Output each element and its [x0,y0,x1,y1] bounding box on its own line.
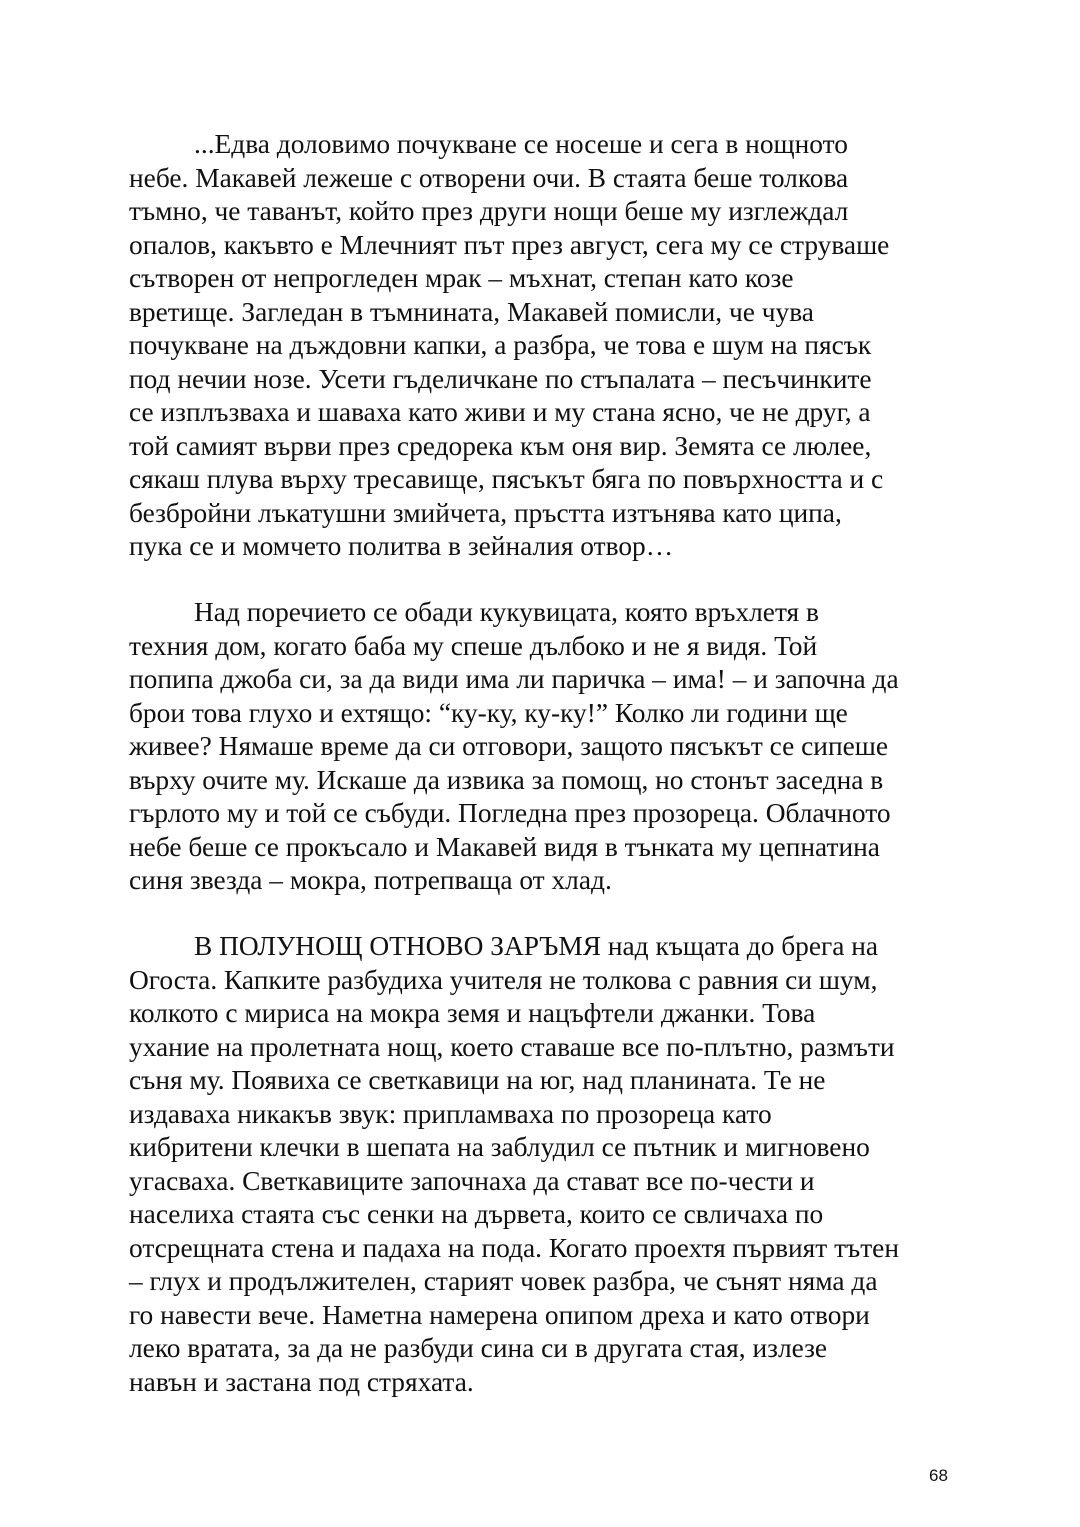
text-line: населиха стаята със сенки на дървета, които се свличаха по [129,1199,824,1229]
text-line: отсрещната стена и падаха на пода. Когато проехтя първият тътен [129,1232,899,1263]
text-line: сътворен от непрогледен мрак – мъхнат, степан като козе [129,263,794,293]
text-line: сякаш плува върху тресавище, пясъкът бяга по повърхността и с [129,464,884,494]
text-line: леко вратата, за да не разбуди сина си в другата стая, излезе [129,1333,828,1363]
text-line: под нечии нозе. Усети гъделичкане по стъпалата – песъчинките [129,363,872,394]
text-line: върху очите му. Искаше да извика за помощ, но стонът заседна в [129,764,884,795]
text-line: Над поречието се обади кукувицата, която връхлетя в [194,597,819,627]
text-line: попипа джоба си, за да види има ли паричка – има! – и започна да [129,664,899,694]
text-line: почукване на дъждовни капки, а разбра, че това е шум на пясък [129,330,872,360]
text-line: Огоста. Капките разбудиха учителя не толкова с равния си шум, [129,964,878,995]
text-line: гърлото му и той се събуди. Погледна през прозореца. Облачното [129,798,891,828]
text-line: той самият върви през средорека към оня вир. Земята се люлее, [129,430,872,461]
text-line: вретище. Загледан в тъмнината, Макавей помисли, че чува [129,296,814,327]
text-line: небе беше се прокъсало и Макавей видя в тънката му цепнатина [129,831,880,862]
text-line: кибритени клечки в шепата на заблудил се пътник и мигновено [129,1132,870,1162]
text-line: брои това глухо и ехтящо: “ку-ку, ку-ку!” Колко ли години ще [129,697,848,728]
text-line: техния дом, когато баба му спеше дълбоко и не я видя. Той [129,630,818,661]
page-number: 68 [929,1466,948,1485]
text-line: колкото с мириса на мокра земя и нацъфтели джанки. Това [129,998,816,1028]
text-line: живее? Нямаше време да си отговори, защото пясъкът се сипеше [129,731,889,761]
text-line: пука се и момчето политва в зейналия отвор… [129,531,674,561]
text-line: В ПОЛУНОЩ ОТНОВО ЗАРЪМЯ над къщата до брега на [194,931,879,961]
paragraph-2 [129,596,959,898]
text-line: издаваха никакъв звук: припламваха по прозореца като [129,1098,772,1129]
text-line: безбройни лъкатушни змийчета, пръстта изтънява като ципа, [129,497,842,528]
paragraph-1 [129,128,959,564]
text-line: – глух и продължителен, старият човек разбра, че сънят няма да [129,1266,878,1296]
text-line: се изплъзваха и шаваха като живи и му стана ясно, че не друг, а [129,397,871,427]
text-line: навън и застана под стряхата. [129,1366,474,1397]
text-line: го навести вече. Наметна намерена опипом дреха и като отвори [129,1299,870,1330]
text-line: тъмно, че таванът, който през други нощи беше му изглеждал [129,196,849,226]
text-line: угасваха. Светкавиците започнаха да стават все по-чести и [129,1165,815,1196]
text-line: синя звезда – мокра, потрепваща от хлад. [129,865,612,895]
text-line: съня му. Появиха се светкавици на юг, над планината. Те не [129,1065,826,1095]
text-line: опалов, какъвто е Млечният път през август, сега му се струваше [129,229,890,260]
paragraph-3 [129,930,959,1399]
text-line: небе. Макавей лежеше с отворени очи. В стаята беше толкова [129,162,849,193]
text-line: ухание на пролетната нощ, което ставаше все по-плътно, размъти [129,1031,895,1062]
text-line: ...Едва доловимо почукване се носеше и сега в нощното [194,129,848,159]
